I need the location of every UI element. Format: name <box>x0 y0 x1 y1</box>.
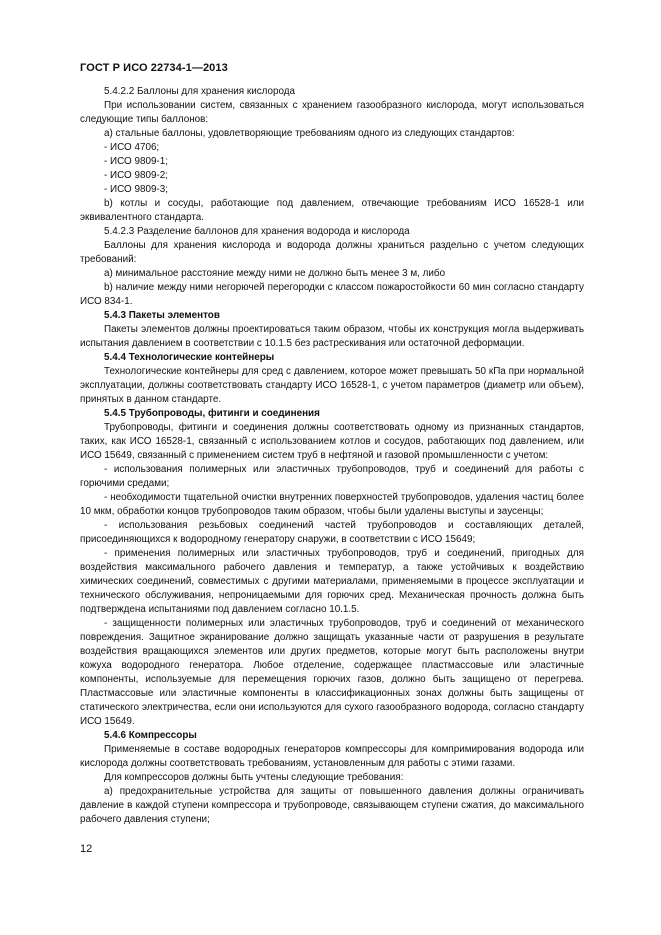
paragraph: - ИСО 9809-2; <box>104 170 168 181</box>
paragraph: Для компрессоров должны быть учтены следующие требования: <box>104 772 404 783</box>
paragraph: b) котлы и сосуды, работающие под давлением, отвечающие требованиям ИСО 16528-1 или эквивалентного стандарта. <box>80 198 584 223</box>
page-number: 12 <box>80 843 93 855</box>
paragraph: 5.4.2.2 Баллоны для хранения кислорода <box>104 86 296 97</box>
paragraph: - применения полимерных или эластичных трубопроводов, труб и соединений, пригодных для воздействия максимального рабочего давления и температур, а также устойчивых к воздействию химических соединений, совместимых с другими материалами, применяемыми в процессе эксплуатации и технического обслуживания, непроницаемыми для горючих сред. Механическая прочность должна быть подтверждена испытаниями под давлением согласно 10.1.5. <box>80 548 584 615</box>
paragraph: - ИСО 9809-3; <box>104 184 168 195</box>
paragraph: - использования полимерных или эластичных трубопроводов, труб и соединений для работы с горючими средами; <box>80 464 584 489</box>
section-heading: 5.4.5 Трубопроводы, фитинги и соединения <box>104 408 320 419</box>
paragraph: - ИСО 4706; <box>104 142 160 153</box>
document-header: ГОСТ Р ИСО 22734-1—2013 <box>80 62 228 74</box>
paragraph: Технологические контейнеры для сред с давлением, которое может превышать 50 кПа при нормальной эксплуатации, должны соответствовать стандарту ИСО 16528-1, с учетом параметров (диаметр или объем), принятых в данном стандарте. <box>80 366 584 405</box>
paragraph: b) наличие между ними негорючей перегородки с классом пожаростойкости 60 мин согласно стандарту ИСО 834-1. <box>80 282 584 307</box>
section-heading: 5.4.6 Компрессоры <box>104 730 197 741</box>
paragraph: - использования резьбовых соединений частей трубопроводов и составляющих деталей, присоединяющихся к водородному генератору снаружи, в соответствии с ИСО 15649; <box>80 520 584 545</box>
document-body <box>80 85 584 827</box>
paragraph: 5.4.2.3 Разделение баллонов для хранения водорода и кислорода <box>104 226 410 237</box>
paragraph: a) стальные баллоны, удовлетворяющие требованиям одного из следующих стандартов: <box>104 128 515 139</box>
paragraph: При использовании систем, связанных с хранением газообразного кислорода, могут использоваться следующие типы баллонов: <box>80 100 584 125</box>
section-heading: 5.4.4 Технологические контейнеры <box>104 352 275 363</box>
paragraph: Применяемые в составе водородных генераторов компрессоры для компримирования водорода или кислорода должны соответствовать требованиям, установленным для работы с этими газами. <box>80 744 584 769</box>
paragraph: a) предохранительные устройства для защиты от повышенного давления должны ограничивать давление в каждой ступени компрессора и трубопроводе, связывающем ступени сжатия, до максимального рабочего давления ступени; <box>80 786 584 825</box>
paragraph: Пакеты элементов должны проектироваться таким образом, чтобы их конструкция могла выдерживать испытания давлением в соответствии с 10.1.5 без растрескивания или остаточной деформации. <box>80 324 584 349</box>
paragraph: - защищенности полимерных или эластичных трубопроводов, труб и соединений от механического повреждения. Защитное экранирование должно защищать указанные части от разрушения в результате воздействия вращающихся элементов или других предметов, которые могут быть расположены внутри кожуха водородного генератора. Любое отделение, содержащее пластмассовые или эластичные компоненты, используемые для перемещения горючих газов, должно быть защищено от перегрева. Пластмассовые или эластичные компоненты в классификационных зонах должны быть защищены от статического электричества, если они используются для сухого газообразного водорода, согласно стандарту ИСО 15649. <box>80 618 584 727</box>
paragraph: - ИСО 9809-1; <box>104 156 168 167</box>
paragraph: Трубопроводы, фитинги и соединения должны соответствовать одному из признанных стандартов, таких, как ИСО 16528-1, связанный с использованием котлов и сосудов, работающих под давлением, или ИСО 15649, связанный с применением систем труб в нефтяной и газовой промышленности с учетом: <box>80 422 584 461</box>
paragraph: a) минимальное расстояние между ними не должно быть менее 3 м, либо <box>104 268 446 279</box>
paragraph: Баллоны для хранения кислорода и водорода должны храниться раздельно с учетом следующих требований: <box>80 240 584 265</box>
section-heading: 5.4.3 Пакеты элементов <box>104 310 220 321</box>
paragraph: - необходимости тщательной очистки внутренних поверхностей трубопроводов, удаления частиц более 10 мкм, обработки концов трубопроводов таким образом, чтобы были удалены выступы и заусенцы; <box>80 492 584 517</box>
